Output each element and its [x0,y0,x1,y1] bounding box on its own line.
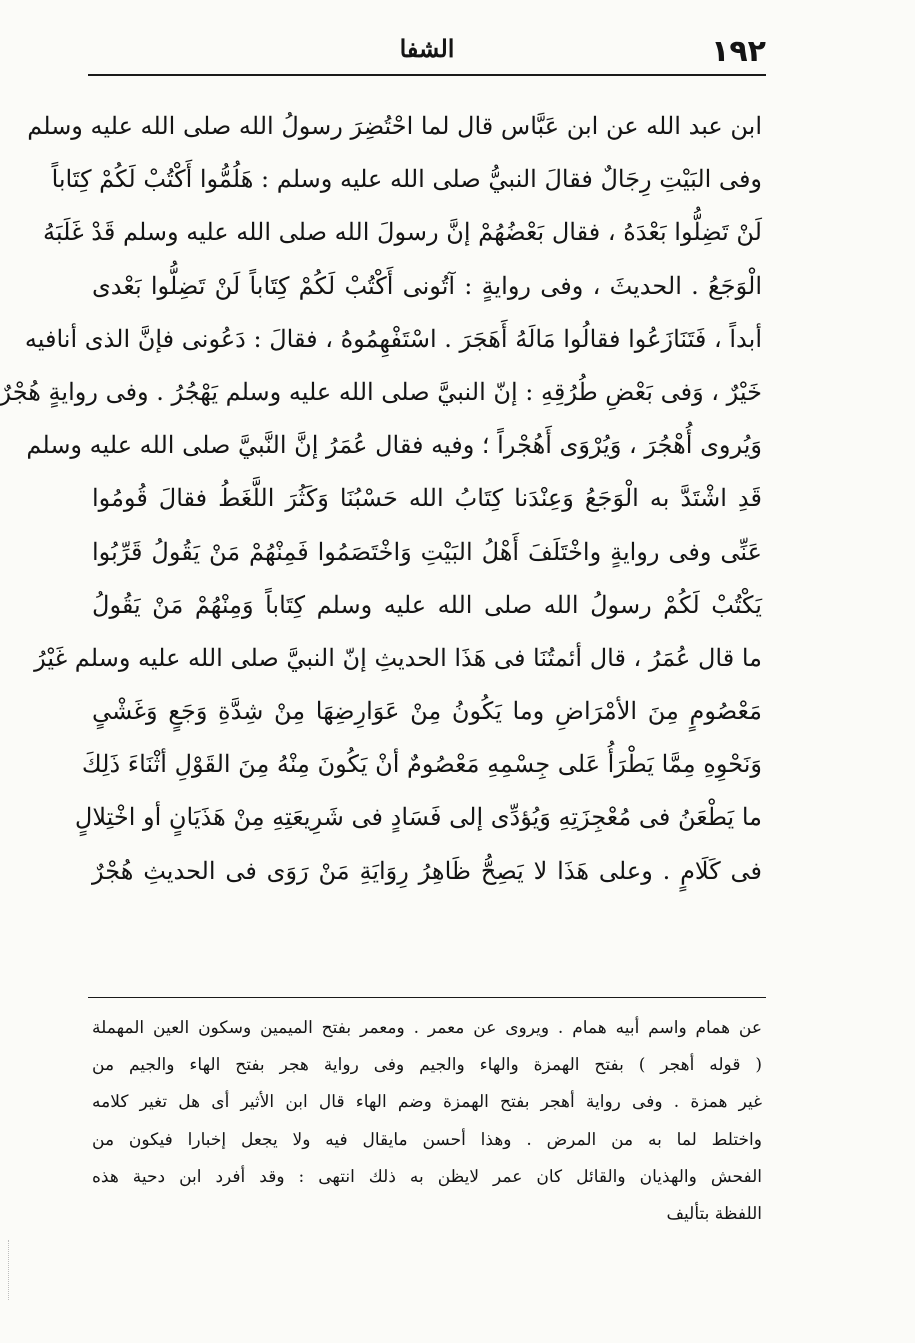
footnotes [92,1010,762,1233]
text-line: أبداً ، فَتَنَازَعُوا فقالُوا مَالَهُ أَهَجَرَ . اسْتَفْهِمُوهُ ، فقالَ : دَعُونى فإنَّ الذى أنافيه [24,324,762,353]
text-line: وفى البَيْتِ رِجَالٌ فقالَ النبيُّ صلى الله عليه وسلم : هَلُمُّوا أَكْتُبْ لَكُمْ كِتَاباً [51,165,762,194]
text-line: عَنِّى وفى روايةٍ واخْتَلَفَ أَهْلُ البَيْتِ وَاخْتَصَمُوا فَمِنْهُمْ مَنْ يَقُولُ قَرِّبُوا [92,537,762,566]
footnote-line: عن همام واسم أبيه همام . ويروى عن معمر . ومعمر بفتح الميمين وسكون العين المهملة [92,1018,762,1038]
page-number: ١٩٢ [711,34,766,69]
text-line: فى كَلَامٍ . وعلى هَذَا لا يَصِحُّ ظَاهِرُ رِوَايَةِ مَنْ رَوَى فى الحديثِ هُجْرٌ [92,856,762,885]
text-line: ما قال عُمَرُ ، قال أئمتُنَا فى هَذَا الحديثِ إنّ النبيَّ صلى الله عليه وسلم غَيْرُ [34,643,762,672]
text-line: وَنَحْوِهِ مِمَّا يَطْرَأُ عَلى جِسْمِهِ مَعْصُومٌ أنْ يَكُونَ مِنْهُ مِنَ القَوْلِ أثْنَاءَ ذَلِكَ [81,750,762,779]
footnote-line: ( قوله أهجر ) بفتح الهمزة والهاء والجيم وفى رواية هجر بفتح الهاء والجيم من [92,1055,762,1076]
header-rule [88,74,766,76]
main-text [0,100,762,898]
scan-margin-mark [8,1240,11,1300]
footnote-line: واختلط لما به من المرض . وهذا أحسن مايقال فيه ولا يجعل إخبارا فيكون من [92,1129,762,1150]
running-title: الشفا [399,34,455,63]
text-line: ما يَطْعَنُ فى مُعْجِزَتِهِ وَيُؤدِّى إلى فَسَادٍ فى شَرِيعَتِهِ مِنْ هَذَيَانٍ أو اخْتِلالٍ [74,803,762,832]
footnote-rule [88,997,766,998]
footnote-line: غير همزة . وفى رواية أهجر بفتح الهمزة وضم الهاء قال ابن الأثير أى هل تغير كلامه [92,1092,762,1113]
text-line: لَنْ تَضِلُّوا بَعْدَهُ ، فقال بَعْضُهُمْ إنَّ رسولَ الله صلى الله عليه وسلم قَدْ غَلَبَهُ [43,218,762,247]
footnote-line: اللفظة بتأليف [666,1203,762,1224]
text-line: قَدِ اشْتَدَّ به الْوَجَعُ وَعِنْدَنا كِتَابُ الله حَسْبُنَا وَكَثُرَ اللَّغَطُ فقالَ قُومُوا [92,484,762,513]
text-line: خَيْرٌ ، وَفى بَعْضِ طُرُقِهِ : إنّ النبيَّ صلى الله عليه وسلم يَهْجُرُ . وفى روايةٍ هُجْرٌ [0,377,762,406]
text-line: وَيُروى أُهْجُرَ ، وَيُرْوَى أَهُجْراً ؛ وفيه فقال عُمَرُ إنَّ النَّبيَّ صلى الله عليه وسلم [26,431,762,460]
text-line: الْوَجَعُ . الحديثَ ، وفى روايةٍ : آتُونى أَكْتُبْ لَكُمْ كِتَاباً لَنْ تَضِلُّوا بَعْدى [92,271,762,300]
text-line: يَكْتُبْ لَكُمْ رسولُ الله صلى الله عليه وسلم كِتَاباً وَمِنْهُمْ مَنْ يَقُولُ [92,590,762,619]
page-header [88,32,766,72]
footnote-line: الفحش والهذيان والقائل كان عمر لايظن به ذلك انتهى : وقد أفرد ابن دحية هذه [92,1166,762,1187]
text-line: مَعْصُومٍ مِنَ الأمْرَاضِ وما يَكُونُ مِنْ عَوَارِضِهَا مِنْ شِدَّةِ وَجَعٍ وَغَشْىٍ [92,697,762,726]
text-line: ابن عبد الله عن ابن عَبَّاس قال لما احْتُضِرَ رسولُ الله صلى الله عليه وسلم [27,112,762,140]
